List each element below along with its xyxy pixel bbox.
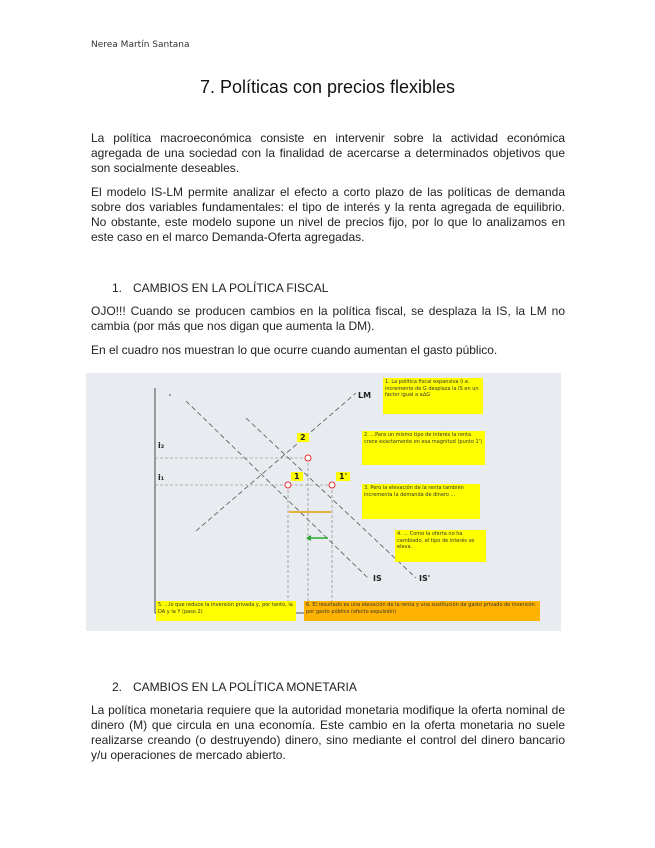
- section-1-number: 1.: [112, 281, 123, 295]
- section-2-title: CAMBIOS EN LA POLÍTICA MONETARIA: [133, 680, 357, 694]
- point-1prime-label: 1': [336, 472, 350, 481]
- note-5: 5. ...lo que reduce la inversión privada y, por tanto, la DA y la Y (paso 2): [156, 601, 296, 621]
- decorative-dot: [169, 394, 171, 396]
- point-2-label: 2: [297, 433, 309, 442]
- section-2-paragraph-1: La política monetaria requiere que la autoridad monetaria modifique la oferta nominal de dinero (M) que circula en una economía. Este cambio en la oferta monetaria no suele realizarse creando (o destruyendo) dinero, sino mediante el control del dinero bancario y/u operaciones de mercado abierto.: [91, 703, 565, 762]
- is-label: IS: [373, 574, 382, 583]
- point-1prime-marker: [329, 482, 335, 488]
- section-1-title: CAMBIOS EN LA POLÍTICA FISCAL: [133, 281, 329, 295]
- point-1-label: 1: [291, 472, 303, 481]
- section-1-paragraph-1: OJO!!! Cuando se producen cambios en la política fiscal, se desplaza la IS, la LM no cambia (por más que nos digan que aumenta la DM).: [91, 304, 565, 333]
- i2-label: i₂: [158, 441, 165, 450]
- section-1-heading: [112, 281, 328, 295]
- lm-label: LM: [358, 391, 372, 400]
- note-6: 6. El resultado es una elevación de la renta y una sustitución de gasto privado de inversión por gasto público (efecto expulsión): [304, 601, 540, 621]
- is-lm-graph: [86, 373, 561, 631]
- is-curve: [186, 401, 368, 578]
- i1-label: i₁: [158, 473, 165, 482]
- note-4: 4. ... Como la oferta no ha cambiado, el tipo de interés se eleva.: [395, 530, 486, 562]
- is-prime-label: IS': [419, 574, 431, 583]
- section-1-paragraph-2: En el cuadro nos muestran lo que ocurre cuando aumentan el gasto público.: [91, 343, 498, 357]
- point-1-marker: [285, 482, 291, 488]
- note-3: 3. Pero la elevación de la renta también incrementa la demanda de dinero ...: [362, 484, 480, 519]
- intro-paragraph-1: La política macroeconómica consiste en intervenir sobre la actividad económica agregada de una sociedad con la finalidad de acercarse a determinados objetivos que son socialmente deseables.: [91, 131, 565, 175]
- intro-paragraph-2: El modelo IS-LM permite analizar el efecto a corto plazo de las políticas de demanda sobre dos variables fundamentales: el tipo de interés y la renta agregada de equilibrio. No obstante, este modelo supone un nivel de precios fijo, por lo que lo analizamos en este caso en el marco Demanda-Oferta agregadas.: [91, 185, 565, 244]
- page-title: 7. Políticas con precios flexibles: [199, 77, 456, 97]
- note-1: 1. La política fiscal expansiva (i.e. incremento de G desplaza la IS en un factor igual a α∆G: [383, 378, 483, 414]
- section-2-heading: [112, 680, 357, 694]
- is-lm-diagram: [86, 373, 561, 631]
- green-arrowhead: [306, 535, 311, 541]
- point-2-marker: [305, 455, 311, 461]
- section-2-number: 2.: [112, 680, 123, 694]
- author-name: Nerea Martín Santana: [91, 40, 190, 50]
- note-2: 2. ...Para un mismo tipo de interés la renta crece exactamente en esa magnitud (punto 1'): [362, 431, 485, 465]
